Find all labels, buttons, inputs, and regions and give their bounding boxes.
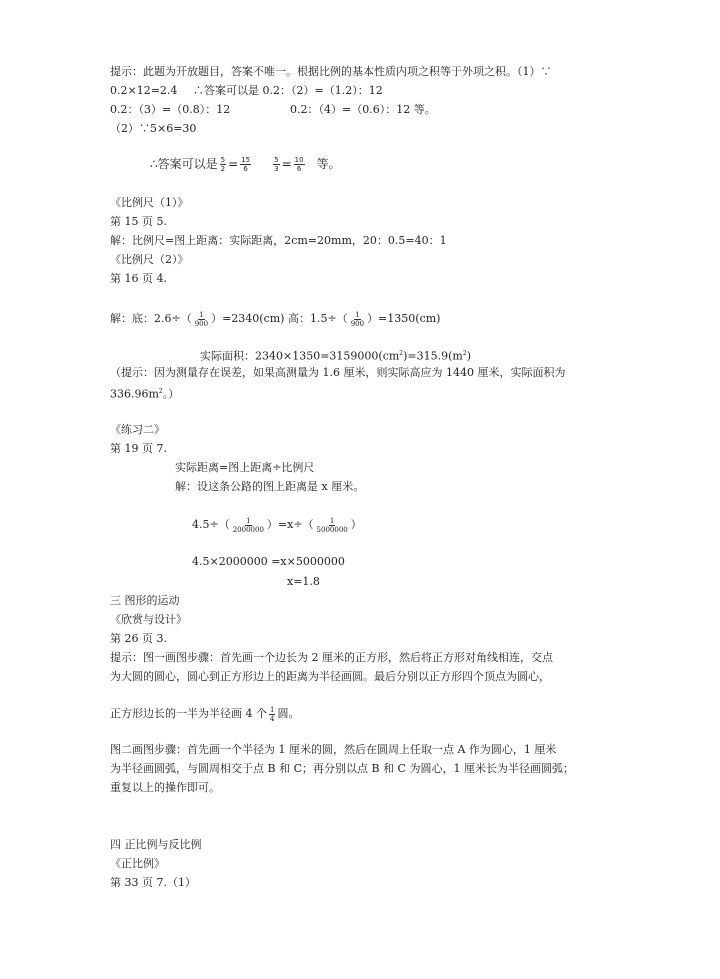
fraction: $\frac{1}{900}$: [194, 310, 209, 328]
fraction: $\frac{1}{900}$: [350, 310, 365, 328]
fraction: $\frac{15}{6}$: [241, 156, 251, 173]
scale1-title: 《比例尺（1）》: [110, 196, 189, 209]
exercise2-let: 解：设这条公路的图上距离是 x 厘米。: [175, 480, 365, 493]
fraction: $\frac{1}{4}$: [270, 705, 275, 723]
scale2-hint-line1: （提示：因为测量存在误差，如果高测量为 1.6 厘米，则实际高应为 1440 厘米，实际面积为: [110, 366, 566, 379]
hint1-answer: ∴答案可以是 $\frac{5}{2}$ = $\frac{15}{6}$ $\frac{5}{3}$ = $\frac{10}{6}$ 等。: [150, 156, 341, 173]
fraction: $\frac{1}{5000000}$: [316, 516, 348, 534]
section3-p2-line1: 图二画图步骤：首先画一个半径为 1 厘米的圆，然后在圆周上任取一点 A 作为圆心，1 厘米: [110, 743, 557, 756]
hint1-line2b: ∴答案可以是 0.2：（2）=（1.2）：12: [193, 84, 383, 97]
section3-p2-line3: 重复以上的操作即可。: [110, 781, 220, 794]
exercise2-eq2: 4.5×2000000 =x×5000000: [192, 555, 345, 568]
hint1-line1: 提示：此题为开放题目，答案不唯一。根据比例的基本性质内项之积等于外项之积。（1）∵: [110, 65, 552, 78]
exercise2-eq1: 4.5÷（ $\frac{1}{2000000}$ ）=x÷（ $\frac{1}{5000000}$ ）: [192, 516, 362, 534]
section3-title: 三 图形的运动: [110, 594, 180, 607]
section3-sub: 《欣赏与设计》: [110, 613, 187, 626]
fraction: $\frac{5}{3}$: [274, 156, 279, 173]
scale2-title: 《比例尺（2）》: [110, 253, 189, 266]
section3-page: 第 26 页 3.: [110, 632, 167, 645]
exercise2-formula: 实际距离=图上距离÷比例尺: [175, 461, 315, 474]
scale1-page: 第 15 页 5.: [110, 215, 167, 228]
section4-page: 第 33 页 7.（1）: [110, 876, 196, 889]
hint1-line3a: 0.2：（3）=（0.8）：12: [110, 103, 231, 116]
answer-prefix: ∴答案可以是: [150, 157, 218, 171]
section4-sub: 《正比例》: [110, 857, 165, 870]
hint1-line2a: 0.2×12=2.4: [110, 84, 178, 97]
hint1-line4: （2）∵5×6=30: [110, 122, 197, 135]
scale2-page: 第 16 页 4.: [110, 272, 167, 285]
section3-p2-line2: 为半径画圆弧，与圆周相交于点 B 和 C；再分别以点 B 和 C 为圆心，1 厘米长为半径画圆弧；: [110, 762, 574, 775]
scale2-area: 实际面积：$2340\times 1350=3159000(cm^2)=315.9(m^2)$: [200, 349, 471, 363]
exercise2-page: 第 19 页 7.: [110, 442, 167, 455]
section3-p1-line1: 提示：图一画图步骤：首先画一个边长为 2 厘米的正方形，然后将正方形对角线相连，交点: [110, 651, 553, 664]
scale2-hint-line2: $336.96m^2$。）: [110, 387, 180, 401]
exercise2-title: 《练习二》: [110, 423, 165, 436]
scale2-solution: 解：底：2.6÷（ $\frac{1}{900}$ ）=2340(cm) 高：1.5÷（ $\frac{1}{900}$ ）=1350(cm): [110, 310, 441, 328]
fraction: $\frac{1}{2000000}$: [232, 516, 264, 534]
hint1-line3b: 0.2：（4）=（0.6）：12 等。: [290, 103, 436, 116]
exercise2-eq3: x=1.8: [287, 575, 320, 588]
section3-p1-line3: 正方形边长的一半为半径画 4 个 $\frac{1}{4}$ 圆。: [110, 705, 300, 723]
fraction: $\frac{5}{2}$: [220, 156, 226, 173]
section3-p1-line2: 为大圆的圆心，圆心到正方形边上的距离为半径画圆。最后分别以正方形四个顶点为圆心，: [110, 670, 550, 683]
fraction: $\frac{10}{6}$: [294, 156, 304, 173]
scale1-solution: 解：比例尺=图上距离：实际距离，2cm=20mm，20：0.5=40：1: [110, 234, 447, 247]
section4-title: 四 正比例与反比例: [110, 838, 202, 851]
